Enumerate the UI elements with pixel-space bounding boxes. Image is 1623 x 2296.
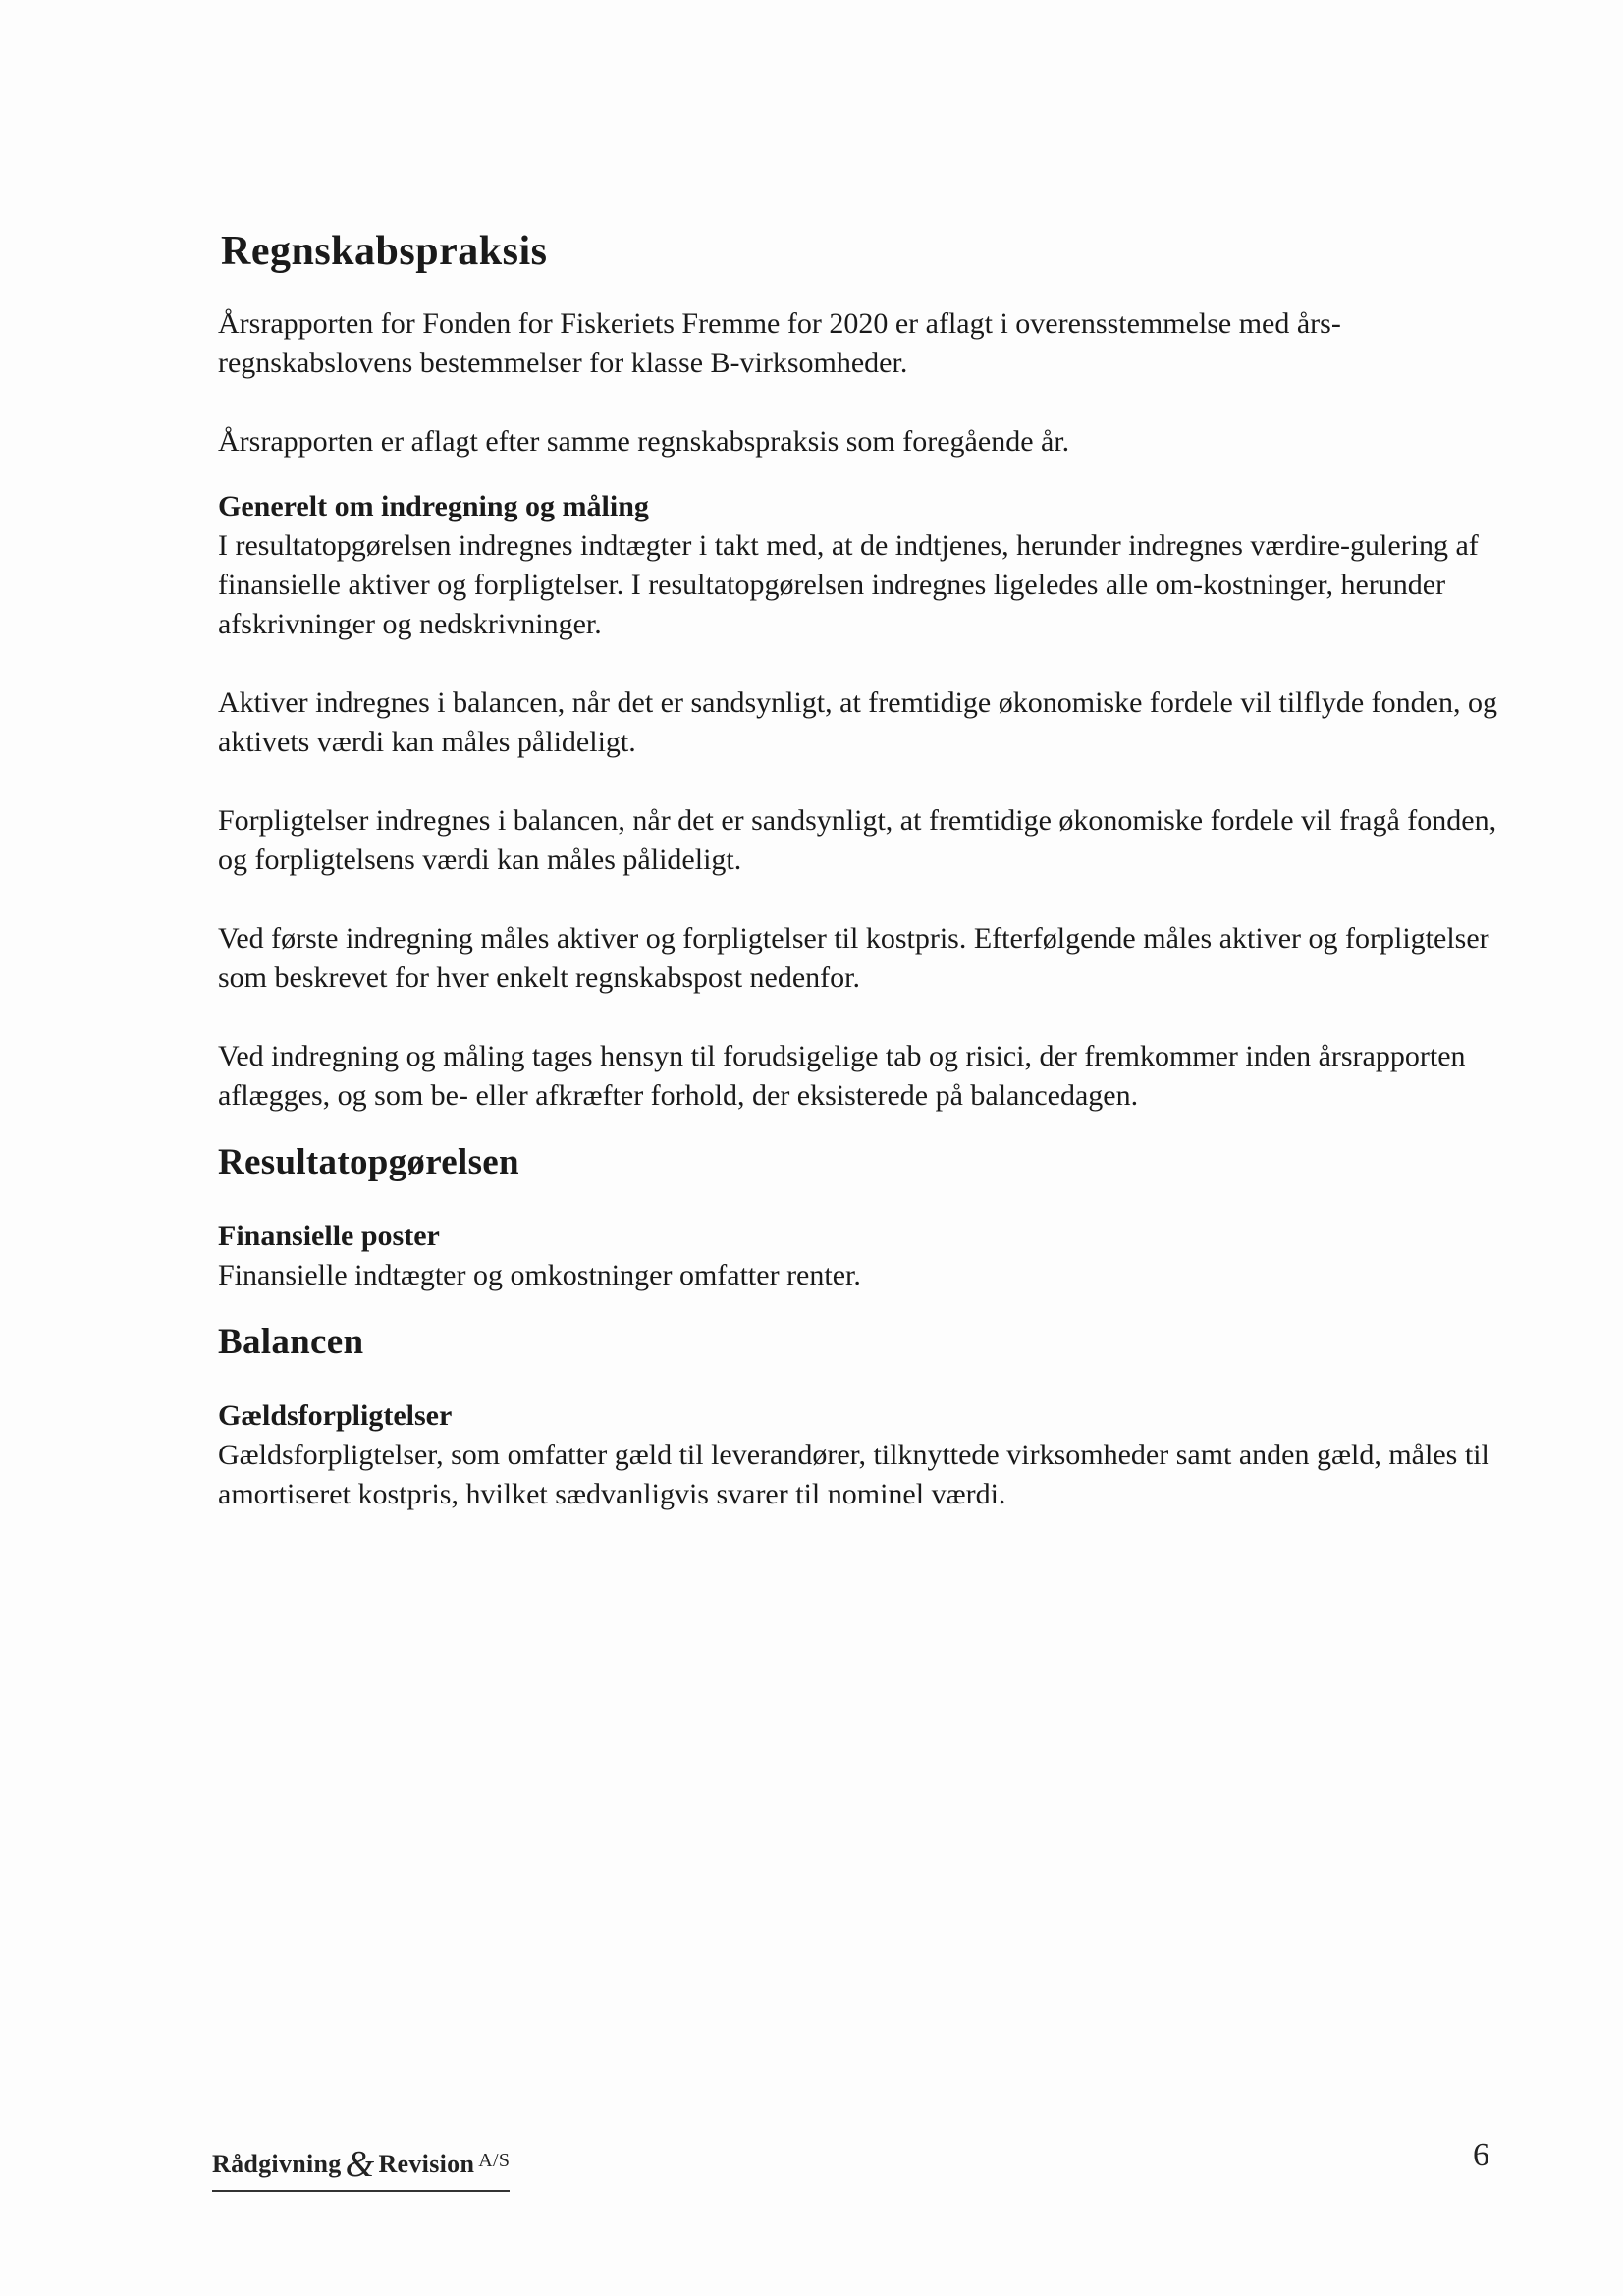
income-statement-heading: Resultatopgørelsen xyxy=(218,1142,519,1182)
financial-items-text: Finansielle indtægter og omkostninger omfatter renter. xyxy=(218,1259,861,1291)
intro-paragraph-1: Årsrapporten for Fonden for Fiskeriets Fremme for 2020 er aflagt i overensstemmelse med års-regnskabslovens bestemmelser for klasse B-virksomheder. xyxy=(218,307,1341,379)
liabilities-text: Gældsforpligtelser, som omfatter gæld til leverandører, tilknyttede virksomheder samt anden gæld, måles til amortiseret kostpris, hvilket sædvanligvis svarer til nominel værdi. xyxy=(218,1439,1489,1510)
page-number: 6 xyxy=(1473,2137,1489,2173)
financial-items-heading: Finansielle poster xyxy=(218,1220,440,1252)
company-logo xyxy=(212,2143,510,2192)
logo-text-2: Revision xyxy=(378,2150,475,2178)
general-paragraph-4: Ved første indregning måles aktiver og forpligtelser til kostpris. Efterfølgende måles aktiver og forpligtelser som beskrevet for hver enkelt regnskabspost nedenfor. xyxy=(218,922,1489,994)
general-paragraph-3: Forpligtelser indregnes i balancen, når det er sandsynligt, at fremtidige økonomiske fordele vil fragå fonden, og forpligtelsens værdi kan måles pålideligt. xyxy=(218,804,1497,876)
general-paragraph-2: Aktiver indregnes i balancen, når det er sandsynligt, at fremtidige økonomiske fordele vil tilflyde fonden, og aktivets værdi kan måles pålideligt. xyxy=(218,686,1497,758)
balance-heading: Balancen xyxy=(218,1322,364,1362)
logo-suffix: A/S xyxy=(478,2150,511,2171)
logo-ampersand: & xyxy=(345,2144,375,2185)
liabilities-heading: Gældsforpligtelser xyxy=(218,1399,453,1432)
general-paragraph-1: I resultatopgørelsen indregnes indtægter i takt med, at de indtjenes, herunder indregnes værdire-gulering af finansielle aktiver og forpligtelser. I resultatopgørelsen indregnes ligeledes alle om-kostninger, herunder afskrivninger og nedskrivninger. xyxy=(218,529,1479,640)
general-paragraph-5: Ved indregning og måling tages hensyn til forudsigelige tab og risici, der fremkommer inden årsrapporten aflægges, og som be- eller afkræfter forhold, der eksisterede på balancedagen. xyxy=(218,1040,1466,1112)
logo-text-1: Rådgivning xyxy=(212,2150,342,2178)
page-title: Regnskabspraksis xyxy=(221,229,548,274)
document-content xyxy=(218,228,1514,1514)
general-heading: Generelt om indregning og måling xyxy=(218,490,649,522)
intro-paragraph-2: Årsrapporten er aflagt efter samme regnskabspraksis som foregående år. xyxy=(218,425,1070,458)
